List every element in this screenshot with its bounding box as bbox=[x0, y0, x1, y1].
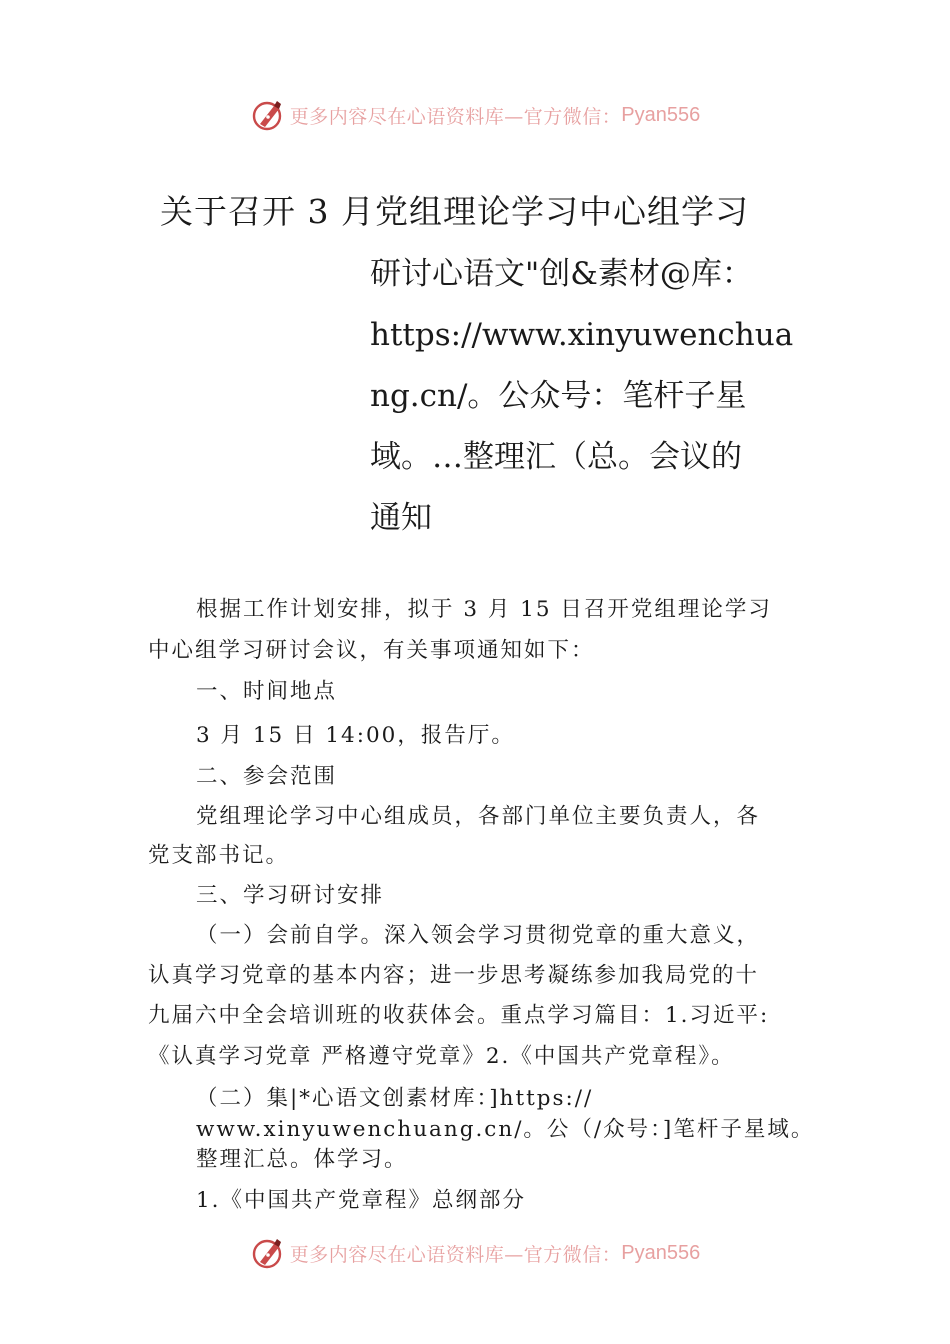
document-title-line1: 关于召开 3 月党组理论学习中心组学习 bbox=[160, 192, 749, 231]
document-title-continued bbox=[370, 244, 800, 549]
banner-text: 更多内容尽在心语资料库—官方微信： bbox=[289, 105, 622, 128]
title-line: 通知 bbox=[370, 500, 432, 536]
header-banner bbox=[0, 93, 950, 137]
banner-wechat-id: Pyan556 bbox=[621, 103, 701, 126]
paragraph-line: 根据工作计划安排，拟于 3 月 15 日召开党组理论学习 bbox=[196, 597, 772, 622]
paragraph-line: 中心组学习研讨会议，有关事项通知如下： bbox=[148, 638, 595, 663]
paragraph-line: 党支部书记。 bbox=[148, 843, 290, 868]
paragraph-line: （一）会前自学。深入领会学习贯彻党章的重大意义， bbox=[196, 923, 761, 948]
paragraph-line: 《认真学习党章 严格遵守党章》2.《中国共产党章程》。 bbox=[148, 1044, 735, 1069]
footer-banner bbox=[0, 1231, 950, 1275]
paragraph-line: 九届六中全会培训班的收获体会。重点学习篇目：1.习近平: bbox=[148, 1003, 770, 1028]
paragraph-line: 党组理论学习中心组成员，各部门单位主要负责人，各 bbox=[196, 804, 761, 829]
paragraph-line: （二）集|*心语文创素材库：]https:// bbox=[196, 1086, 594, 1111]
section-heading: 二、参会范围 bbox=[196, 764, 338, 789]
section-heading: 一、时间地点 bbox=[196, 679, 338, 704]
banner-text: 更多内容尽在心语资料库—官方微信： bbox=[289, 1243, 622, 1266]
title-line: 域。…整理汇（总。会议的 bbox=[370, 439, 742, 475]
paragraph-line: www.xinyuwenchuang.cn/。公（/众号：]笔杆子星域。 bbox=[196, 1117, 815, 1142]
paragraph-line: 3 月 15 日 14:00，报告厅。 bbox=[196, 723, 515, 748]
paragraph-line: 整理汇总。体学习。 bbox=[196, 1147, 408, 1172]
banner-wechat-id: Pyan556 bbox=[621, 1241, 701, 1264]
list-item: 1.《中国共产党章程》总纲部分 bbox=[196, 1188, 527, 1213]
title-line: https://www.xinyuwenchua bbox=[370, 317, 794, 353]
pen-nib-logo-icon bbox=[250, 1235, 286, 1271]
section-heading: 三、学习研讨安排 bbox=[196, 883, 385, 908]
paragraph-line: 认真学习党章的基本内容；进一步思考凝练参加我局党的十 bbox=[148, 963, 760, 988]
pen-nib-logo-icon bbox=[250, 97, 286, 133]
title-line: 研讨心语文"创&素材@库： bbox=[370, 256, 753, 292]
title-line: ng.cn/。公众号：笔杆子星 bbox=[370, 378, 747, 414]
